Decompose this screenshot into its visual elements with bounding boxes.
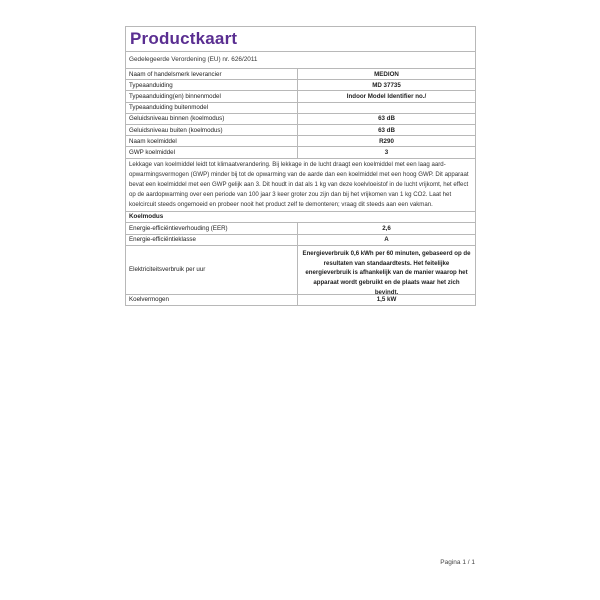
row-value: 63 dB (378, 115, 395, 123)
refrigerant-info-text: Lekkage van koelmiddel leidt tot klimaatverandering. Bij lekkage in de lucht draagt een koelmiddel met een laag aard-opwarmingsvermogen (GWP) minder bij tot de opwarming van de aarde dan een koelmiddel met een hoog GWP. Dit apparaat bevat een koelmiddel met een GWP gelijk aan 3. Dit houdt in dat als 1 kg van deze koelvloeistof in de lucht vrijkomt, het effect op de aardopwarming over een periode van 100 jaar 3 keer groter zou zijn dan bij het vrijkomen van 1 kg CO2. Laat het koelcircuit steeds ongemoeid en probeer nooit het product zelf te demonteren; vraag dit steeds aan een vakman. (126, 158, 475, 211)
row-label: Geluidsniveau binnen (koelmodus) (126, 114, 298, 124)
table-row (126, 222, 475, 233)
row-label: Koelvermogen (126, 295, 298, 305)
table-row (126, 135, 475, 146)
row-value: 3 (384, 148, 389, 156)
table-row (126, 79, 475, 90)
row-label: Elektriciteitsverbruik per uur (126, 246, 298, 294)
table-row (126, 245, 475, 297)
row-value: MD 37735 (372, 81, 401, 89)
row-label: Typeaanduiding (126, 80, 298, 90)
row-label: Typeaanduiding buitenmodel (126, 103, 298, 113)
row-value: Indoor Model Identifier no./ (346, 92, 427, 100)
row-value: 2,6 (382, 225, 391, 233)
row-value: 1,5 kW (376, 296, 397, 304)
table-row (126, 68, 475, 79)
row-value: A (384, 236, 389, 244)
row-label: Naam koelmiddel (126, 136, 298, 146)
row-label: Energie-efficiëntieverhouding (EER) (126, 223, 298, 233)
row-value: 63 dB (378, 126, 395, 134)
row-value: R290 (379, 137, 394, 145)
table-row (126, 234, 475, 245)
regulation-subtitle: Gedelegeerde Verordening (EU) nr. 626/2011 (126, 51, 475, 68)
row-value: Energieverbruik 0,6 kWh per 60 minuten, gebaseerd op de resultaten van standaardtests. Het feitelijke energieverbruik is afhankelijk van de manier waarop het apparaat wordt gebruikt en de plaats waar het zich bevindt. (302, 249, 471, 297)
table-row (126, 124, 475, 135)
page-title: Productkaart (130, 29, 238, 48)
row-label: Naam of handelsmerk leverancier (126, 69, 298, 79)
row-value (298, 103, 475, 113)
product-sheet (125, 26, 476, 306)
table-row (126, 294, 475, 305)
table-row (126, 102, 475, 113)
page-number: Pagina 1 / 1 (440, 559, 475, 566)
row-label: Geluidsniveau buiten (koelmodus) (126, 125, 298, 135)
table-row (126, 90, 475, 101)
section-heading: Koelmodus (126, 211, 475, 223)
row-value: MEDION (374, 70, 399, 78)
row-label: Energie-efficiëntieklasse (126, 235, 298, 245)
table-row (126, 113, 475, 124)
table-row (126, 146, 475, 157)
row-label: Typeaanduiding(en) binnenmodel (126, 91, 298, 101)
row-label: GWP koelmiddel (126, 147, 298, 157)
